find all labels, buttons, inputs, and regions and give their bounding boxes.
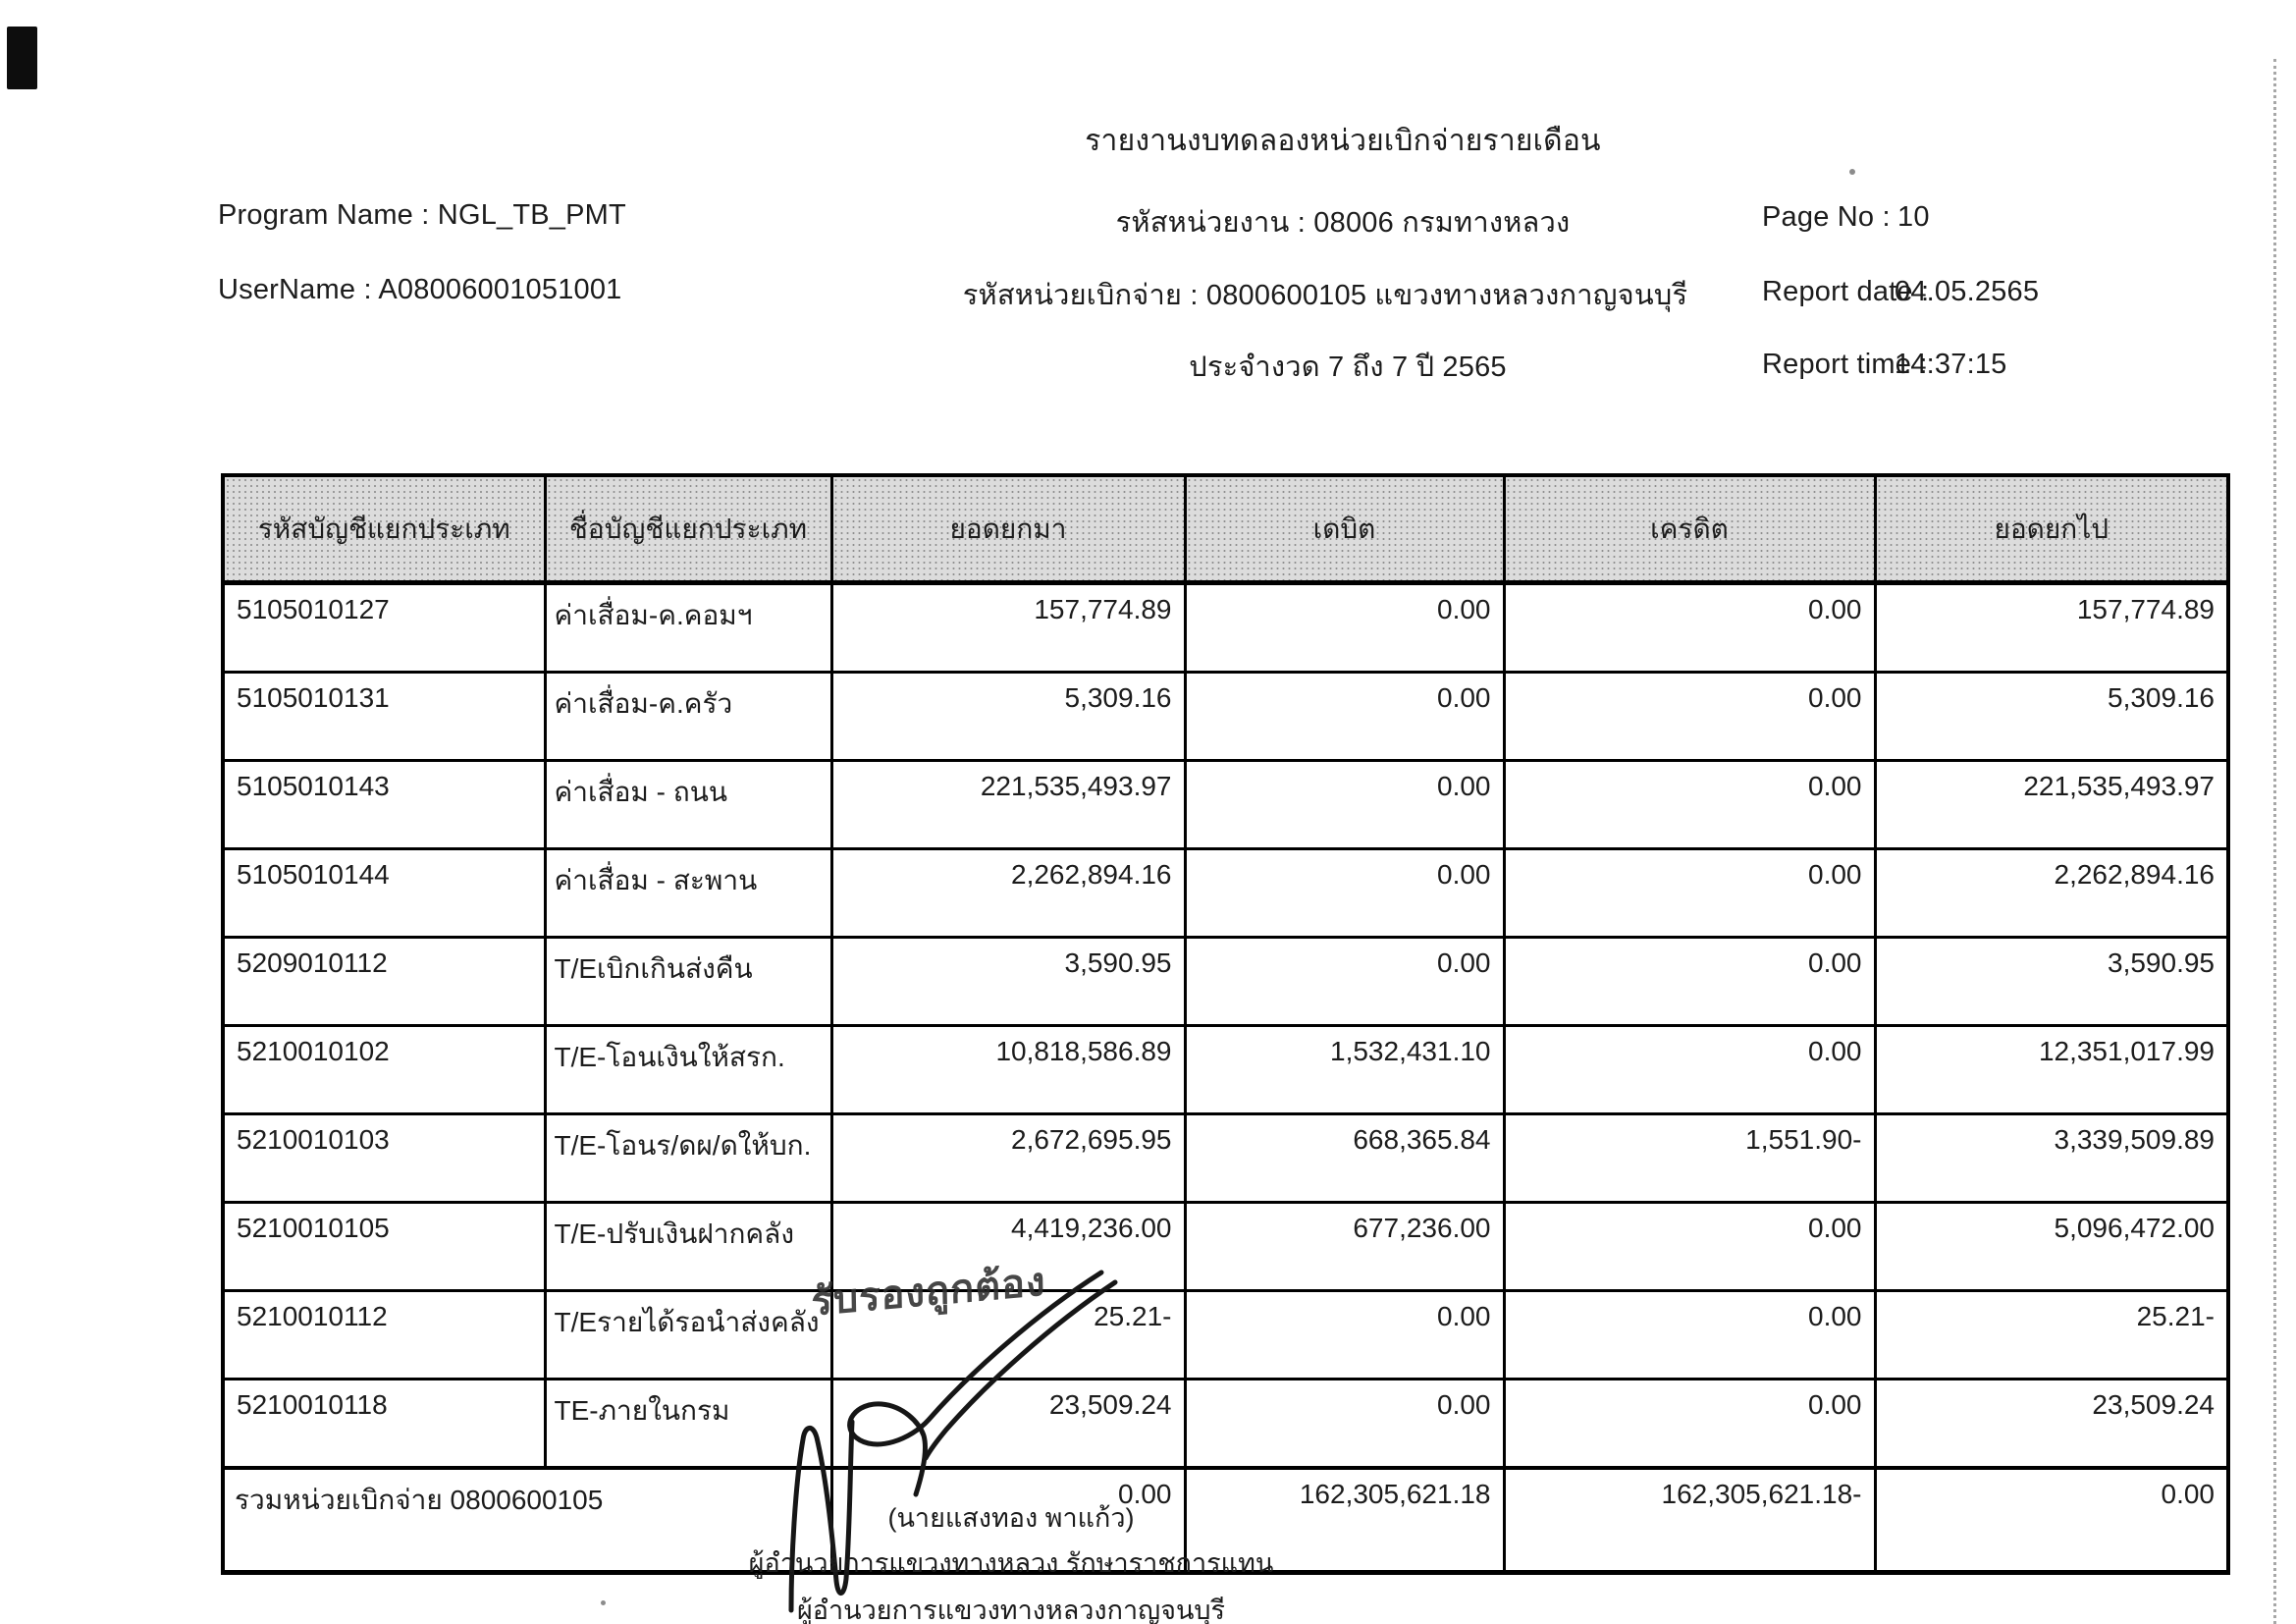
brought-forward-cell: 3,590.95 [831, 938, 1185, 1026]
account-code-cell: 5209010112 [223, 938, 545, 1026]
carried-forward-cell: 3,590.95 [1875, 938, 2228, 1026]
credit-cell: 0.00 [1504, 761, 1875, 849]
account-code-cell: 5105010143 [223, 761, 545, 849]
account-name-cell: T/E-โอนเงินให้สรก. [545, 1026, 831, 1114]
debit-cell: 677,236.00 [1185, 1203, 1504, 1291]
account-code-cell: 5105010131 [223, 673, 545, 761]
brought-forward-cell: 221,535,493.97 [831, 761, 1185, 849]
table-row [223, 1380, 2228, 1469]
table-row [223, 1114, 2228, 1203]
account-name-cell: T/E-โอนร/ดผ/ดให้บก. [545, 1114, 831, 1203]
program-name-label: Program Name : [218, 199, 430, 231]
account-name-cell: ค่าเสื่อม - ถนน [545, 761, 831, 849]
brought-forward-cell: 23,509.24 [831, 1380, 1185, 1469]
debit-cell: 0.00 [1185, 583, 1504, 673]
account-code-cell: 5210010118 [223, 1380, 545, 1469]
report-date-value: 04.05.2565 [1895, 276, 2040, 307]
table-body [223, 583, 2228, 1469]
account-name-cell: ค่าเสื่อม - สะพาน [545, 849, 831, 938]
scan-speck [601, 1600, 606, 1605]
page-no-value: 10 [1897, 201, 1930, 233]
total-debit-cell: 162,305,621.18 [1185, 1468, 1504, 1573]
account-code-cell: 5210010103 [223, 1114, 545, 1203]
credit-cell: 0.00 [1504, 1026, 1875, 1114]
table-row [223, 849, 2228, 938]
page-no-label: Page No : [1762, 201, 1891, 233]
account-name-cell: ค่าเสื่อม-ค.คอมฯ [545, 583, 831, 673]
table-row [223, 1203, 2228, 1291]
table-header [223, 475, 2228, 583]
column-header-account-code: รหัสบัญชีแยกประเภท [223, 475, 545, 583]
debit-cell: 0.00 [1185, 938, 1504, 1026]
credit-cell: 0.00 [1504, 849, 1875, 938]
scan-corner-mark [7, 27, 37, 89]
table-row [223, 673, 2228, 761]
account-name-cell: T/E-ปรับเงินฝากคลัง [545, 1203, 831, 1291]
credit-cell: 0.00 [1504, 673, 1875, 761]
carried-forward-cell: 12,351,017.99 [1875, 1026, 2228, 1114]
brought-forward-cell: 4,419,236.00 [831, 1203, 1185, 1291]
table-row [223, 583, 2228, 673]
trial-balance-table [221, 473, 2230, 1575]
credit-cell: 1,551.90- [1504, 1114, 1875, 1203]
table-row [223, 938, 2228, 1026]
program-name-value: NGL_TB_PMT [437, 199, 626, 231]
report-date-label: Report date : [1762, 276, 1930, 307]
scan-speck [1849, 169, 1855, 175]
brought-forward-cell: 157,774.89 [831, 583, 1185, 673]
signer-position-line1: ผู้อำนวยการแขวงทางหลวง รักษาราชการแทน [748, 1548, 1274, 1578]
debit-cell: 1,532,431.10 [1185, 1026, 1504, 1114]
period-line: ประจำงวด 7 ถึง 7 ปี 2565 [1189, 352, 1507, 383]
account-code-cell: 5210010102 [223, 1026, 545, 1114]
brought-forward-cell: 2,262,894.16 [831, 849, 1185, 938]
credit-cell: 0.00 [1504, 1203, 1875, 1291]
username-value: A08006001051001 [378, 274, 622, 305]
account-name-cell: TE-ภายในกรม [545, 1380, 831, 1469]
account-name-cell: ค่าเสื่อม-ค.ครัว [545, 673, 831, 761]
column-header-credit: เครดิต [1504, 475, 1875, 583]
brought-forward-cell: 2,672,695.95 [831, 1114, 1185, 1203]
account-code-cell: 5210010112 [223, 1291, 545, 1380]
page-title: รายงานงบทดลองหน่วยเบิกจ่ายรายเดือน [1085, 125, 1601, 157]
agency-line: รหัสหน่วยงาน : 08006 กรมทางหลวง [1115, 207, 1571, 239]
credit-cell: 0.00 [1504, 583, 1875, 673]
account-code-cell: 5105010144 [223, 849, 545, 938]
account-code-cell: 5105010127 [223, 583, 545, 673]
table-row [223, 1026, 2228, 1114]
column-header-account-name: ชื่อบัญชีแยกประเภท [545, 475, 831, 583]
column-header-brought-forward: ยอดยกมา [831, 475, 1185, 583]
column-header-carried-forward: ยอดยกไป [1875, 475, 2228, 583]
debit-cell: 0.00 [1185, 1380, 1504, 1469]
username-line [218, 274, 622, 306]
report-time-label: Report time : [1762, 349, 1928, 380]
column-header-debit: เดบิต [1185, 475, 1504, 583]
username-label: UserName : [218, 274, 372, 305]
program-name-line [218, 199, 626, 232]
brought-forward-cell: 10,818,586.89 [831, 1026, 1185, 1114]
report-time-value: 14:37:15 [1895, 349, 2007, 380]
carried-forward-cell: 2,262,894.16 [1875, 849, 2228, 938]
debit-cell: 0.00 [1185, 673, 1504, 761]
total-brought-forward-cell: 0.00 [831, 1468, 1185, 1573]
carried-forward-cell: 23,509.24 [1875, 1380, 2228, 1469]
total-carried-forward-cell: 0.00 [1875, 1468, 2228, 1573]
account-name-cell: T/Eเบิกเกินส่งคืน [545, 938, 831, 1026]
total-credit-cell: 162,305,621.18- [1504, 1468, 1875, 1573]
debit-cell: 0.00 [1185, 1291, 1504, 1380]
carried-forward-cell: 5,096,472.00 [1875, 1203, 2228, 1291]
carried-forward-cell: 5,309.16 [1875, 673, 2228, 761]
total-label-cell: รวมหน่วยเบิกจ่าย 0800600105 [223, 1468, 831, 1573]
carried-forward-cell: 157,774.89 [1875, 583, 2228, 673]
credit-cell: 0.00 [1504, 1380, 1875, 1469]
debit-cell: 0.00 [1185, 761, 1504, 849]
signer-name: (นายแสงทอง พาแก้ว) [887, 1503, 1135, 1533]
credit-cell: 0.00 [1504, 938, 1875, 1026]
debit-cell: 0.00 [1185, 849, 1504, 938]
debit-cell: 668,365.84 [1185, 1114, 1504, 1203]
disbursement-unit-line: รหัสหน่วยเบิกจ่าย : 0800600105 แขวงทางหลวงกาญจนบุรี [962, 280, 1688, 311]
carried-forward-cell: 3,339,509.89 [1875, 1114, 2228, 1203]
table-row [223, 761, 2228, 849]
scan-edge-dots [2273, 59, 2276, 1624]
table-row [223, 1291, 2228, 1380]
carried-forward-cell: 25.21- [1875, 1291, 2228, 1380]
signer-position-line2: ผู้อำนวยการแขวงทางหลวงกาญจนบุรี [796, 1596, 1226, 1624]
credit-cell: 0.00 [1504, 1291, 1875, 1380]
account-code-cell: 5210010105 [223, 1203, 545, 1291]
brought-forward-cell: 25.21- [831, 1291, 1185, 1380]
carried-forward-cell: 221,535,493.97 [1875, 761, 2228, 849]
certification-stamp-text: รับรองถูกต้อง [811, 1260, 1046, 1325]
brought-forward-cell: 5,309.16 [831, 673, 1185, 761]
account-name-cell: T/Eรายได้รอนำส่งคลัง [545, 1291, 831, 1380]
